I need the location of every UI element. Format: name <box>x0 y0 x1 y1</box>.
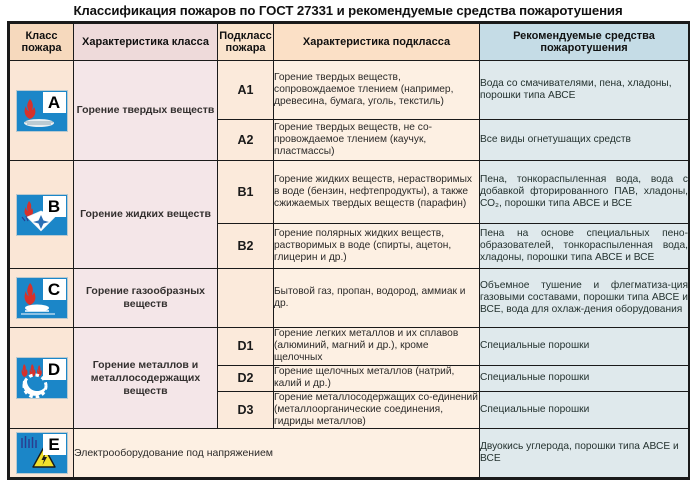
agents-c: Объемное тушение и флегматиза-ция газовыми составами, порошки типа АВСЕ и ВСЕ, вода для охлаж-дения оборудования <box>480 269 689 328</box>
column-header-subclass-characteristic-text: Характеристика подкласса <box>302 35 451 48</box>
agents-e: Двуокись углерода, порошки типа АВСЕ и ВСЕ <box>480 429 689 478</box>
class-characteristic-b: Горение жидких веществ <box>74 161 218 269</box>
subclass-d1: D1 <box>218 328 274 366</box>
subclass-c <box>218 269 274 328</box>
subclass-characteristic-d2: Горение щелочных металлов (натрий, калий и др.) <box>274 365 480 391</box>
fire-class-d-icon <box>16 357 68 399</box>
class-letter-a: A <box>43 92 66 113</box>
subclass-characteristic-a2: Горение твердых веществ, не со-провождаемое тлением (каучук, пластмассы) <box>274 120 480 161</box>
table-header-row <box>10 24 689 61</box>
class-characteristic-e: Электрооборудование под напряжением <box>74 429 480 478</box>
class-letter-e: E <box>43 434 66 455</box>
subclass-d2: D2 <box>218 365 274 391</box>
class-characteristic-d: Горение металлов и металлосодержащих веществ <box>74 328 218 429</box>
subclass-b2: B2 <box>218 224 274 269</box>
table-row <box>10 429 689 478</box>
column-header-subclass-text: Подкласс пожара <box>219 29 272 54</box>
agents-b2: Пена на основе специальных пено-образователей, тонкораспыленная вода, хладоны, порошки типа АВСЕ и ВСЕ <box>480 224 689 269</box>
table-row <box>10 269 689 328</box>
class-characteristic-a: Горение твердых веществ <box>74 61 218 161</box>
table-row <box>10 328 689 366</box>
class-cell-c <box>10 269 74 328</box>
column-header-recommended-agents-text: Рекомендуемые средства пожаротушения <box>513 29 655 54</box>
fire-class-c-icon <box>16 277 68 319</box>
page-title: Классификация пожаров по ГОСТ 27331 и рекомендуемые средства пожаротушения <box>73 3 623 18</box>
agents-d1: Специальные порошки <box>480 328 689 366</box>
class-cell-e <box>10 429 74 478</box>
class-letter-d: D <box>43 359 66 380</box>
subclass-characteristic-d1: Горение легких металлов и их сплавов (алюминий, магний и др.), кроме щелочных <box>274 328 480 366</box>
fire-classification-table <box>9 23 689 478</box>
subclass-a2: A2 <box>218 120 274 161</box>
class-cell-d <box>10 328 74 429</box>
subclass-characteristic-b2: Горение полярных жидких веществ, растворимых в воде (спирты, ацетон, глицерин и др.) <box>274 224 480 269</box>
agents-d3: Специальные порошки <box>480 391 689 429</box>
fire-class-a-icon <box>16 90 68 132</box>
class-letter-c: C <box>43 279 66 300</box>
subclass-b1: B1 <box>218 161 274 224</box>
column-header-class-line1: Класс пожара <box>21 29 62 54</box>
subclass-characteristic-c: Бытовой газ, пропан, водород, аммиак и др. <box>274 269 480 328</box>
column-header-recommended-agents <box>480 24 689 61</box>
fire-classification-table-container <box>7 21 690 480</box>
subclass-a1: A1 <box>218 61 274 120</box>
column-header-subclass <box>218 24 274 61</box>
column-header-class <box>10 24 74 61</box>
column-header-subclass-characteristic <box>274 24 480 61</box>
fire-class-b-icon <box>16 194 68 236</box>
class-cell-b <box>10 161 74 269</box>
subclass-characteristic-d3: Горение металлосодержащих со-единений (металлоорганические соединения, гидриды металлов) <box>274 391 478 428</box>
table-row <box>10 61 689 120</box>
agents-d2: Специальные порошки <box>480 365 689 391</box>
class-letter-b: B <box>43 196 66 217</box>
class-cell-a <box>10 61 74 161</box>
column-header-class-characteristic <box>74 24 218 61</box>
agents-a2: Все виды огнетушащих средств <box>480 120 689 161</box>
table-row <box>10 161 689 224</box>
fire-class-e-icon <box>16 432 68 474</box>
agents-b1: Пена, тонкораспыленная вода, вода с добавкой фторированного ПАВ, хладоны, СО₂, порошки типа АВСЕ и ВСЕ <box>480 161 689 224</box>
subclass-characteristic-a1: Горение твердых веществ, сопровождаемое тлением (например, древесина, бумага, уголь, текстиль) <box>274 61 480 120</box>
agents-a1: Вода со смачивателями, пена, хладоны, порошки типа АВСЕ <box>480 61 689 120</box>
class-characteristic-c: Горение газообразных веществ <box>74 269 218 328</box>
subclass-characteristic-b1: Горение жидких веществ, нерастворимых в воде (бензин, нефтепродукты), а также сжижаемых твердых веществ (парафин) <box>274 161 480 224</box>
subclass-d3: D3 <box>218 391 274 429</box>
column-header-class-characteristic-text: Характеристика класса <box>82 35 209 48</box>
